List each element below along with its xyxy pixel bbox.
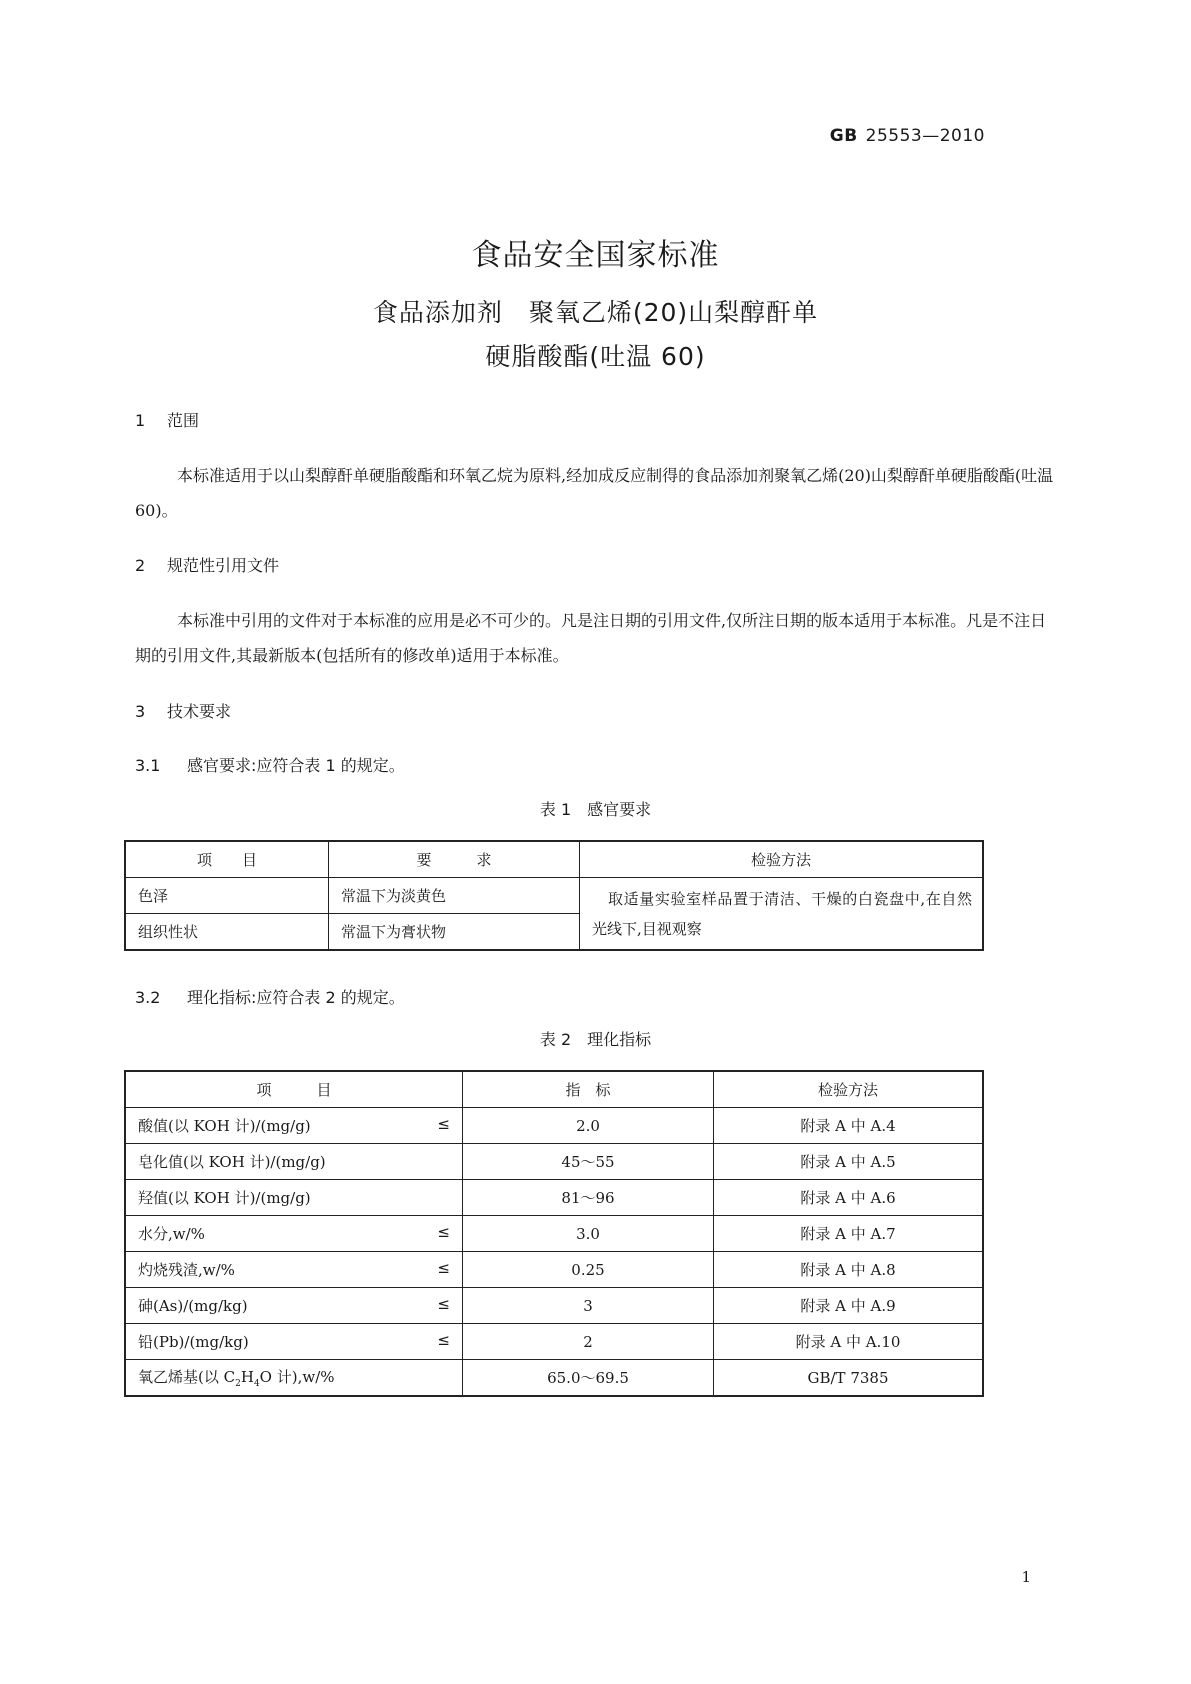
table-row bbox=[125, 1216, 983, 1252]
table-cell-item bbox=[125, 1360, 463, 1397]
table-row bbox=[125, 1108, 983, 1144]
doc-title-main: 食品安全国家标准 bbox=[471, 238, 720, 273]
table-row bbox=[125, 1252, 983, 1288]
item-label: 皂化值(以 KOH 计)/(mg/g) bbox=[138, 1153, 326, 1171]
standard-code bbox=[830, 126, 985, 146]
table-cell-value: 2.0 bbox=[463, 1108, 714, 1144]
item-label: 铅(Pb)/(mg/kg) bbox=[138, 1333, 249, 1351]
table-row bbox=[125, 1324, 983, 1360]
subscript: 2 bbox=[235, 1379, 241, 1389]
less-equal-sign: ≤ bbox=[437, 1259, 450, 1277]
item-label: 酸值(以 KOH 计)/(mg/g) bbox=[138, 1117, 311, 1135]
table-cell-method: 附录 A 中 A.5 bbox=[714, 1144, 984, 1180]
table-2 bbox=[124, 1070, 984, 1397]
table-cell-item bbox=[125, 1144, 463, 1180]
table-row bbox=[125, 1180, 983, 1216]
table-header-cell: 要 求 bbox=[329, 841, 580, 878]
section-1-heading bbox=[135, 408, 199, 431]
less-equal-sign: ≤ bbox=[437, 1331, 450, 1349]
item-label-part: 氧乙烯基(以 C bbox=[138, 1368, 236, 1386]
table-row bbox=[125, 1144, 983, 1180]
table-cell-value: 3.0 bbox=[463, 1216, 714, 1252]
table-row bbox=[125, 878, 983, 914]
table-cell-value: 81～96 bbox=[463, 1180, 714, 1216]
table-cell-item: 色泽 bbox=[125, 878, 329, 914]
table-header-cell: 项 目 bbox=[125, 841, 329, 878]
page-number: 1 bbox=[1021, 1568, 1031, 1586]
less-equal-sign: ≤ bbox=[437, 1295, 450, 1313]
table-cell-method: 附录 A 中 A.8 bbox=[714, 1252, 984, 1288]
item-label-part: H bbox=[240, 1368, 254, 1386]
table-cell-value: 65.0～69.5 bbox=[463, 1360, 714, 1397]
item-label: 砷(As)/(mg/kg) bbox=[138, 1297, 248, 1315]
table-1 bbox=[124, 840, 984, 951]
table-cell-requirement: 常温下为膏状物 bbox=[329, 914, 580, 951]
table-cell-method: 附录 A 中 A.6 bbox=[714, 1180, 984, 1216]
item-label-part: O 计),w/% bbox=[259, 1368, 335, 1386]
table-cell-method: 附录 A 中 A.4 bbox=[714, 1108, 984, 1144]
table-cell-method: 附录 A 中 A.7 bbox=[714, 1216, 984, 1252]
table-1-caption: 表 1 感官要求 bbox=[539, 800, 652, 819]
table-cell-value: 3 bbox=[463, 1288, 714, 1324]
less-equal-sign: ≤ bbox=[437, 1223, 450, 1241]
section-title: 理化指标:应符合表 2 的规定。 bbox=[187, 988, 405, 1007]
table-cell-method: GB/T 7385 bbox=[714, 1360, 984, 1397]
less-equal-sign: ≤ bbox=[437, 1115, 450, 1133]
table-row bbox=[125, 1360, 983, 1397]
item-label: 羟值(以 KOH 计)/(mg/g) bbox=[138, 1189, 311, 1207]
section-number: 2 bbox=[135, 556, 146, 575]
table-header-cell: 检验方法 bbox=[714, 1071, 984, 1108]
section-title: 范围 bbox=[167, 411, 200, 430]
section-number: 1 bbox=[135, 411, 146, 430]
table-cell-item bbox=[125, 1288, 463, 1324]
section-3-1-heading bbox=[135, 753, 405, 776]
section-3-2-heading bbox=[135, 985, 405, 1008]
section-number: 3.2 bbox=[135, 988, 161, 1007]
doc-title-sub-line1: 食品添加剂 聚氧乙烯(20)山梨醇酐单 bbox=[372, 298, 819, 327]
section-title: 技术要求 bbox=[167, 702, 232, 721]
table-cell-method: 取适量实验室样品置于清洁、干燥的白瓷盘中,在自然光线下,目视观察 bbox=[580, 878, 984, 951]
table-cell-item bbox=[125, 1324, 463, 1360]
table-2-caption: 表 2 理化指标 bbox=[539, 1030, 652, 1049]
table-header-cell: 指 标 bbox=[463, 1071, 714, 1108]
section-number: 3 bbox=[135, 702, 146, 721]
standard-code-prefix: GB bbox=[829, 126, 858, 146]
table-cell-item bbox=[125, 1216, 463, 1252]
item-label: 水分,w/% bbox=[138, 1225, 205, 1243]
table-header-cell: 检验方法 bbox=[580, 841, 984, 878]
table-cell-item: 组织性状 bbox=[125, 914, 329, 951]
table-cell-item bbox=[125, 1180, 463, 1216]
table-cell-item bbox=[125, 1108, 463, 1144]
section-2-heading bbox=[135, 553, 279, 576]
section-1-text: 本标准适用于以山梨醇酐单硬脂酸酯和环氧乙烷为原料,经加成反应制得的食品添加剂聚氧乙烯(20)山梨醇酐单硬脂酸酯(吐温 60)。 bbox=[135, 466, 1054, 520]
section-number: 3.1 bbox=[135, 756, 161, 775]
item-label: 灼烧残渣,w/% bbox=[138, 1261, 235, 1279]
table-cell-value: 45～55 bbox=[463, 1144, 714, 1180]
table-cell-requirement: 常温下为淡黄色 bbox=[329, 878, 580, 914]
table-cell-method: 附录 A 中 A.9 bbox=[714, 1288, 984, 1324]
standard-code-number: 25553—2010 bbox=[865, 126, 985, 146]
section-title: 规范性引用文件 bbox=[167, 556, 280, 575]
section-title: 感官要求:应符合表 1 的规定。 bbox=[187, 756, 405, 775]
table-header-cell: 项 目 bbox=[125, 1071, 463, 1108]
table-row bbox=[125, 1288, 983, 1324]
table-cell-value: 0.25 bbox=[463, 1252, 714, 1288]
section-2-text: 本标准中引用的文件对于本标准的应用是必不可少的。凡是注日期的引用文件,仅所注日期的版本适用于本标准。凡是不注日期的引用文件,其最新版本(包括所有的修改单)适用于本标准。 bbox=[135, 611, 1047, 665]
section-3-heading bbox=[135, 699, 231, 722]
table-cell-method: 附录 A 中 A.10 bbox=[714, 1324, 984, 1360]
doc-title-sub-line2: 硬脂酸酯(吐温 60) bbox=[485, 342, 706, 371]
table-cell-item bbox=[125, 1252, 463, 1288]
table-cell-value: 2 bbox=[463, 1324, 714, 1360]
subscript: 4 bbox=[253, 1379, 260, 1389]
